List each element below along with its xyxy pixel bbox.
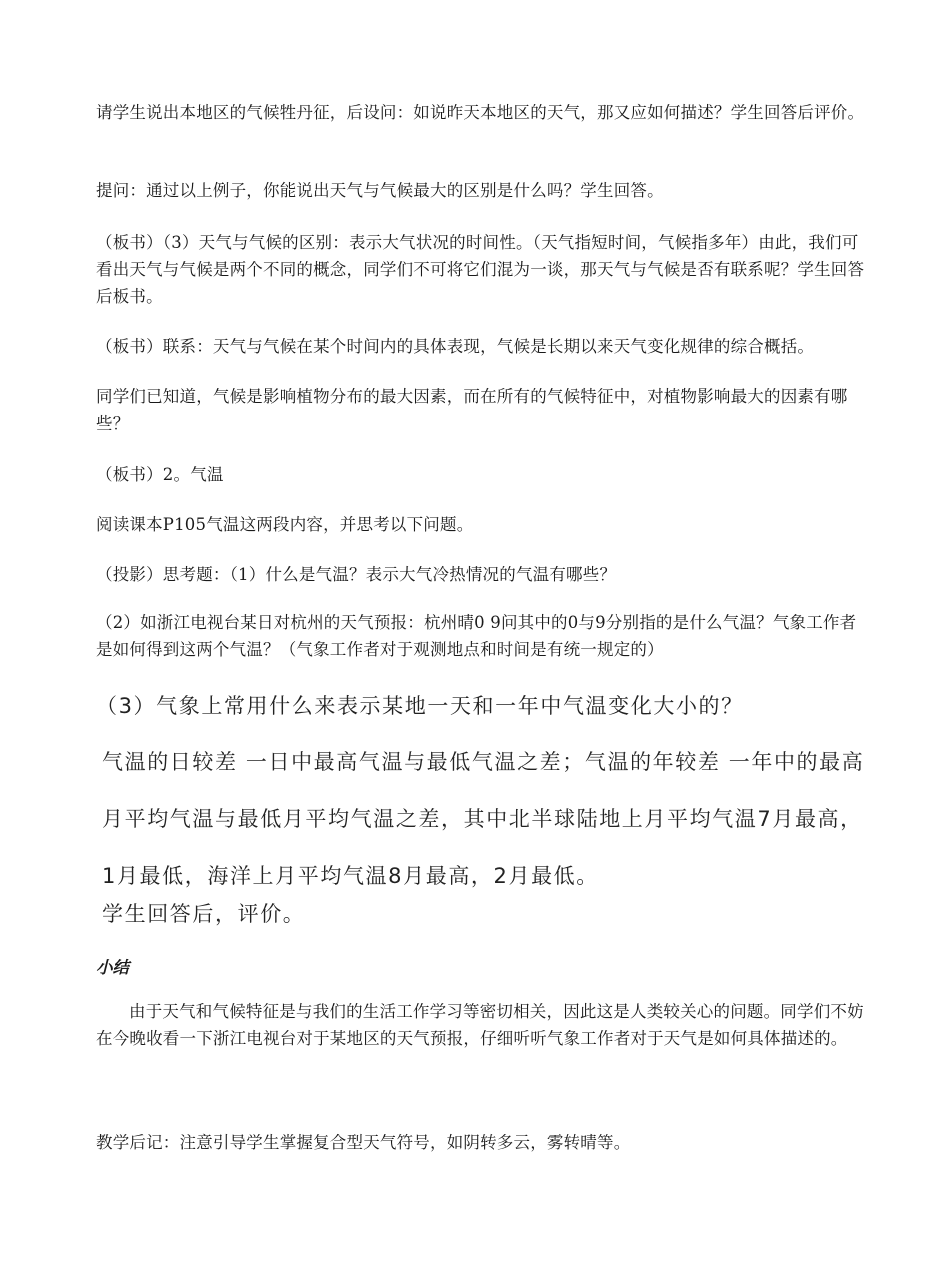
paragraph-question-difference: 提问：通过以上例子，你能说出天气与气候最大的区别是什么吗？学生回答。 bbox=[96, 181, 664, 200]
paragraph-reading-task: 阅读课本P105气温这两段内容，并思考以下问题。 bbox=[96, 515, 474, 534]
teaching-postscript: 教学后记：注意引导学生掌握复合型天气符号，如阴转多云，雾转晴等。 bbox=[96, 1133, 631, 1152]
paragraph-projection-question-2: （2）如浙江电视台某日对杭州的天气预报：杭州晴0 9问其中的0与9分别指的是什么气温？气象工作者是如何得到这两个气温？（气象工作者对于观测地点和时间是有统一规定的） bbox=[96, 613, 857, 659]
projection-answer: 气温的日较差 一日中最高气温与最低气温之差；气温的年较差 一年中的最高月平均气温与最低月平均气温之差，其中北半球陆地上月平均气温7月最高，1月最低，海洋上月平均气温8月最高，2月最低。 bbox=[102, 750, 865, 888]
projection-review: 学生回答后，评价。 bbox=[102, 902, 306, 926]
summary-text: 由于天气和气候特征是与我们的生活工作学习等密切相关，因此这是人类较关心的问题。同学们不妨在今晚收看一下浙江电视台对于某地区的天气预报，仔细听听气象工作者对于天气是如何具体描述的。 bbox=[96, 1002, 864, 1048]
summary-heading: 小结 bbox=[96, 958, 129, 977]
paragraph-board-difference: （板书）（3）天气与气候的区别：表示大气状况的时间性。（天气指短时间，气候指多年）由此，我们可看出天气与气候是两个不同的概念，同学们不可将它们混为一谈，那天气与气候是否有联系呢？学生回答后板书。 bbox=[96, 233, 865, 306]
paragraph-board-temperature: （板书）2。气温 bbox=[96, 465, 224, 484]
paragraph-climate-features: 请学生说出本地区的气候牲丹征，后设问：如说昨天本地区的天气，那又应如何描述？学生回答后评价。 bbox=[96, 103, 865, 122]
paragraph-plant-factors: 同学们已知道，气候是影响植物分布的最大因素，而在所有的气候特征中，对植物影响最大的因素有哪些？ bbox=[96, 387, 848, 433]
paragraph-board-relation: （板书）联系：天气与气候在某个时间内的具体表现，气候是长期以来天气变化规律的综合概括。 bbox=[96, 337, 815, 356]
paragraph-projection-question-1: （投影）思考题：（1）什么是气温？表示大气冷热情况的气温有哪些？ bbox=[96, 565, 617, 584]
projection-question-3: （3）气象上常用什么来表示某地一天和一年中气温变化大小的？ bbox=[96, 694, 744, 718]
